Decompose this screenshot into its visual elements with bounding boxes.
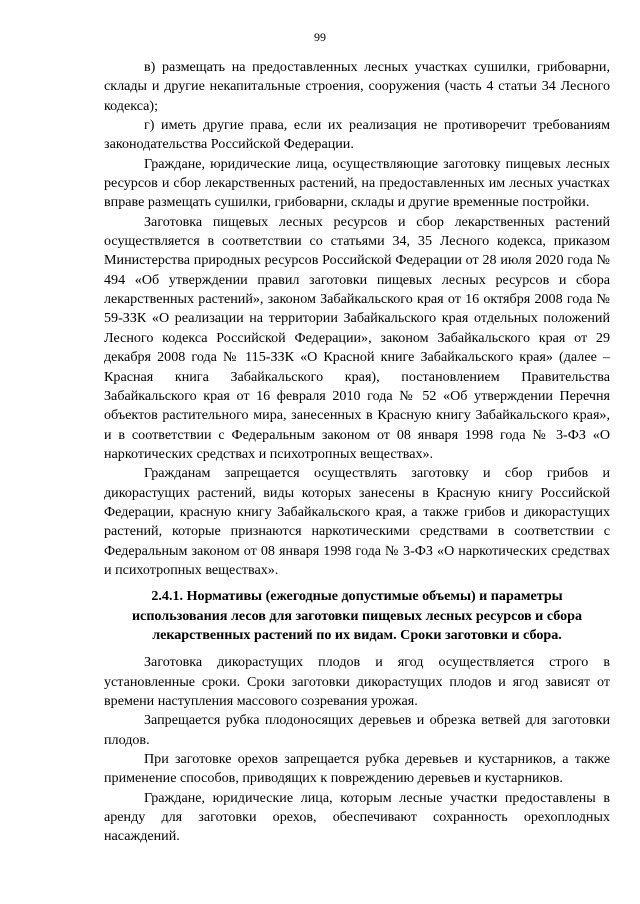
paragraph: При заготовке орехов запрещается рубка деревьев и кустарников, а также применение способов, приводящих к повреждению деревьев и кустарников.	[104, 751, 610, 787]
paragraph: Запрещается рубка плодоносящих деревьев и обрезка ветвей для заготовки плодов.	[104, 712, 610, 748]
page-number: 99	[314, 30, 326, 44]
paragraph: Граждане, юридические лица, осуществляющие заготовку пищевых лесных ресурсов и сбор лекарственных растений, на предоставленных им лесных участках вправе размещать сушилки, грибоварни, склады и другие временные постройки.	[104, 155, 610, 211]
section-heading: 2.4.1. Нормативы (ежегодные допустимые объемы) и параметры использования лесов для заготовки пищевых лесных ресурсов и сбора лекарственных растений по их видам. Сроки заготовки и сбора.	[131, 588, 583, 643]
paragraph: Граждане, юридические лица, которым лесные участки предоставлены в аренду для заготовки орехов, обеспечивают сохранность орехоплодных насаждений.	[104, 789, 610, 845]
paragraph: Заготовка дикорастущих плодов и ягод осуществляется строго в установленные сроки. Сроки заготовки дикорастущих плодов и ягод зависят от времени наступления массового созревания урожая.	[104, 654, 610, 709]
paragraph: г) иметь другие права, если их реализация не противоречит требованиям законодательства Российской Федерации.	[104, 117, 610, 153]
paragraph: Гражданам запрещается осуществлять заготовку и сбор грибов и дикорастущих растений, виды которых занесены в Красную книгу Российской Федерации, красную книгу Забайкальского края, а также грибов и дикорастущих растений, которые признаются наркотическими средствами в соответствии с Федеральным законом от 08 января 1998 года № 3-ФЗ «О наркотических средствах и психотропных веществах».	[104, 465, 610, 578]
paragraph: Заготовка пищевых лесных ресурсов и сбор лекарственных растений осуществляется в соответствии со статьями 34, 35 Лесного кодекса, приказом Министерства природных ресурсов Российской Федерации от 28 июля 2020 года № 494 «Об утверждении правил заготовки пищевых лесных ресурсов и сбора лекарственных растений», законом Забайкальского края от 16 октября 2008 года № 59-ЗЗК «О реализации на территории Забайкальского края отдельных положений Лесного кодекса Российской Федерации», законом Забайкальского края от 29 декабря 2008 года № 115-ЗЗК «О Красной книге Забайкальского края» (далее – Красная книга Забайкальского края), постановлением Правительства Забайкальского края от 16 февраля 2010 года № 52 «Об утверждении Перечня объектов растительного мира, занесенных в Красную книгу Забайкальского края», и в соответствии с Федеральным законом от 08 января 1998 года № 3-ФЗ «О наркотических средствах и психотропных веществах».	[104, 213, 610, 462]
document-body	[104, 58, 610, 847]
paragraph: в) размещать на предоставленных лесных участках сушилки, грибоварни, склады и другие некапитальные строения, сооружения (часть 4 статьи 34 Лесного кодекса);	[104, 59, 610, 114]
